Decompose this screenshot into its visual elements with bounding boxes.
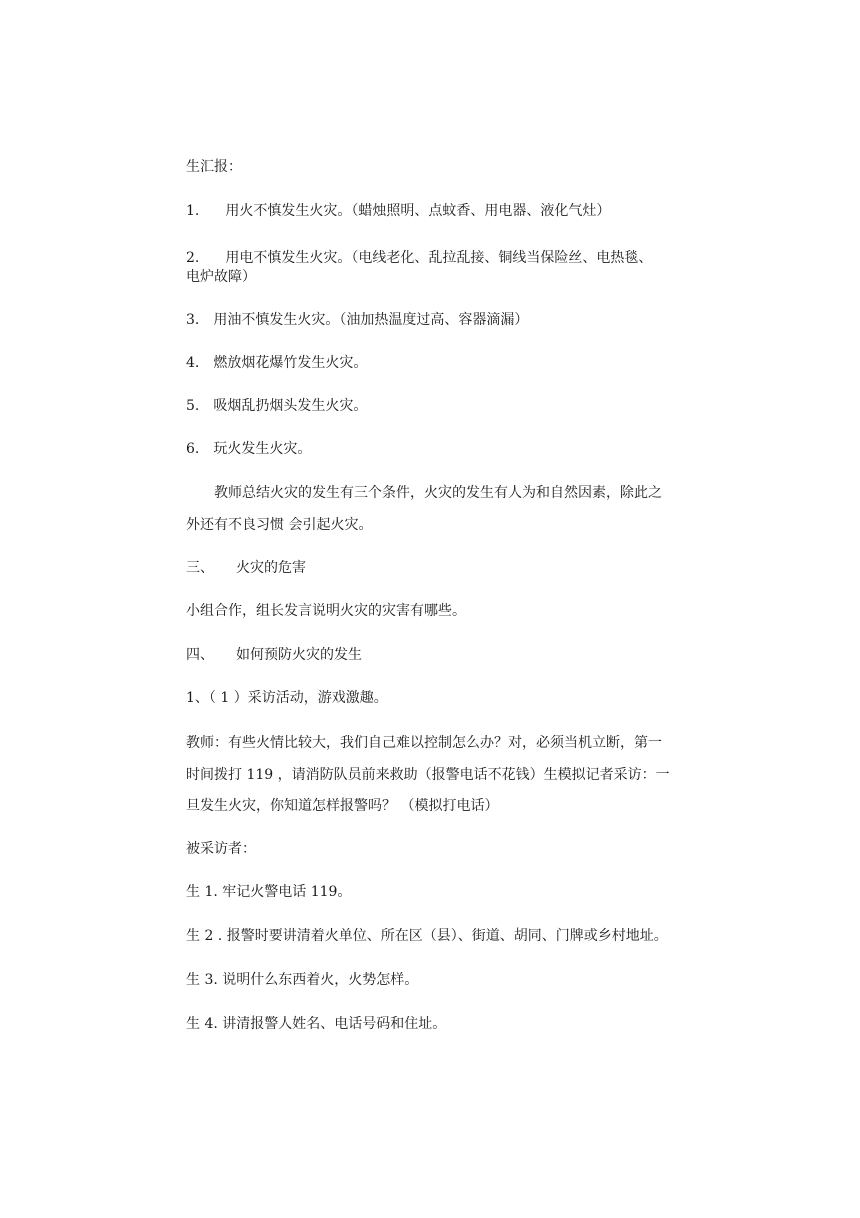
teacher-line-2: 时间拨打 119 ，请消防队员前来救助（报警电话不花钱）生模拟记者采访：一	[186, 767, 670, 783]
teacher-line-1: 教师：有些火情比较大，我们自己难以控制怎么办？对，必须当机立断，第一	[186, 735, 662, 751]
section-number: 四、	[186, 647, 214, 663]
student-answer-4: 生 4. 讲清报警人姓名、电话号码和住址。	[186, 1016, 447, 1032]
cause-item-5	[186, 397, 367, 415]
section-title: 如何预防火灾的发生	[236, 647, 362, 663]
report-heading: 生汇报：	[186, 159, 242, 175]
activity-heading: 1、（ 1 ）采访活动，游戏激趣。	[186, 690, 388, 706]
cause-text: 用电不慎发生火灾。（电线老化、乱拉乱接、铜线当保险丝、电热毯、	[225, 250, 653, 266]
cause-number: 5.	[186, 398, 200, 414]
cause-number: 3.	[186, 312, 200, 328]
cause-item-2	[186, 249, 652, 267]
cause-text: 用火不慎发生火灾。（蜡烛照明、点蚊香、用电器、液化气灶）	[225, 203, 611, 219]
cause-number: 6.	[186, 441, 200, 457]
cause-number: 2.	[186, 250, 200, 266]
cause-text: 吸烟乱扔烟头发生火灾。	[213, 398, 368, 414]
cause-item-6	[186, 440, 311, 458]
group-work-paragraph: 小组合作，组长发言说明火灾的灾害有哪些。	[186, 603, 466, 619]
cause-number: 4.	[186, 355, 200, 371]
cause-item-2-continuation: 电炉故障）	[186, 269, 256, 285]
section-number: 三、	[186, 560, 214, 576]
cause-number: 1.	[186, 203, 200, 219]
student-answer-2: 生 2 . 报警时要讲清着火单位、所在区（县）、街道、胡同、门牌或乡村地址。	[186, 928, 668, 944]
student-answer-1: 生 1. 牢记火警电话 119。	[186, 884, 352, 900]
student-answer-3: 生 3. 说明什么东西着火，火势怎样。	[186, 972, 419, 988]
cause-text: 用油不慎发生火灾。（油加热温度过高、容器滴漏）	[213, 312, 529, 328]
summary-line-2: 外还有不良习惯 会引起火灾。	[186, 517, 373, 533]
summary-line-1: 教师总结火灾的发生有三个条件，火灾的发生有人为和自然因素，除此之	[214, 485, 662, 501]
cause-text: 玩火发生火灾。	[213, 441, 312, 457]
section-4-heading	[186, 646, 362, 664]
teacher-line-3: 旦发生火灾，你知道怎样报警吗？ （模拟打电话）	[186, 798, 499, 814]
interviewee-label: 被采访者：	[186, 841, 256, 857]
section-3-heading	[186, 559, 306, 577]
cause-item-3	[186, 311, 528, 329]
cause-text: 燃放烟花爆竹发生火灾。	[213, 355, 368, 371]
cause-item-4	[186, 354, 367, 372]
cause-item-1	[186, 202, 610, 220]
section-title: 火灾的危害	[236, 560, 306, 576]
